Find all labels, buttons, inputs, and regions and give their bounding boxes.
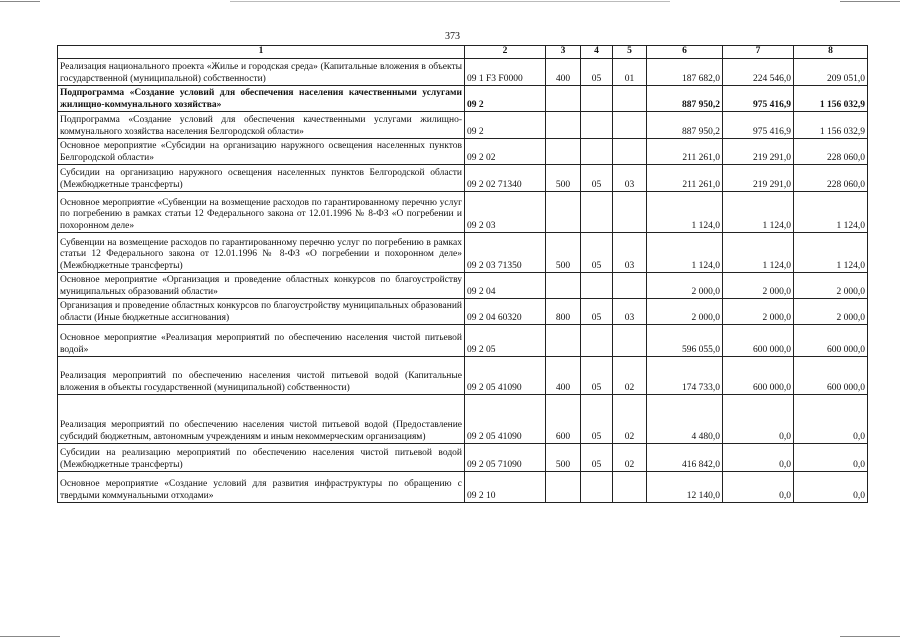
row-col5 xyxy=(613,139,647,165)
row-col4: 05 xyxy=(581,299,613,325)
row-col5 xyxy=(613,192,647,233)
row-name: Реализация мероприятий по обеспечению населения чистой питьевой водой (Капитальные вложения в объекты государственной (муниципальной) собственности) xyxy=(58,357,465,395)
row-col4: 05 xyxy=(581,395,613,444)
row-value-8: 0,0 xyxy=(794,444,868,472)
row-name: Реализация мероприятий по обеспечению населения чистой питьевой водой (Предоставление субсидий бюджетным, автономным учреждениям и иным некоммерческим организациям) xyxy=(58,395,465,444)
row-col4: 05 xyxy=(581,165,613,192)
row-value-7: 219 291,0 xyxy=(723,165,794,192)
row-name: Основное мероприятие «Создание условий для развития инфраструктуры по обращению с твердыми коммунальными отходами» xyxy=(58,472,465,503)
row-code: 09 2 03 71350 xyxy=(465,233,546,273)
header-row xyxy=(58,46,868,59)
row-value-8: 1 156 032,9 xyxy=(794,112,868,139)
row-code: 09 2 05 71090 xyxy=(465,444,546,472)
row-col5 xyxy=(613,472,647,503)
row-col3 xyxy=(546,86,581,112)
row-value-8: 600 000,0 xyxy=(794,357,868,395)
row-value-8: 600 000,0 xyxy=(794,325,868,357)
row-value-6: 2 000,0 xyxy=(647,273,723,299)
row-value-8: 0,0 xyxy=(794,472,868,503)
row-value-7: 224 546,0 xyxy=(723,59,794,86)
row-col3 xyxy=(546,139,581,165)
row-col3 xyxy=(546,325,581,357)
table-row xyxy=(58,192,868,233)
row-code: 09 2 04 xyxy=(465,273,546,299)
row-name: Основное мероприятие «Субвенции на возмещение расходов по гарантированному перечню услуг по погребению в рамках статьи 12 Федерального закона от 12.01.1996 № 8-ФЗ «О погребении и похоронном деле» xyxy=(58,192,465,233)
row-col5: 03 xyxy=(613,299,647,325)
row-value-8: 228 060,0 xyxy=(794,139,868,165)
scan-edge-top-right xyxy=(840,1,900,2)
row-col4 xyxy=(581,472,613,503)
table-row xyxy=(58,357,868,395)
table-row xyxy=(58,233,868,273)
row-name: Субсидии на реализацию мероприятий по обеспечению населения чистой питьевой водой (Межбюджетные трансферты) xyxy=(58,444,465,472)
row-col5 xyxy=(613,86,647,112)
row-value-6: 416 842,0 xyxy=(647,444,723,472)
row-code: 09 2 05 41090 xyxy=(465,357,546,395)
row-value-7: 975 416,9 xyxy=(723,112,794,139)
row-col5: 03 xyxy=(613,233,647,273)
row-code: 09 2 xyxy=(465,112,546,139)
row-code: 09 2 02 71340 xyxy=(465,165,546,192)
row-value-7: 0,0 xyxy=(723,472,794,503)
scan-edge-bottom-right xyxy=(840,636,900,637)
row-code: 09 2 xyxy=(465,86,546,112)
row-col3 xyxy=(546,192,581,233)
row-value-7: 2 000,0 xyxy=(723,299,794,325)
row-value-6: 596 055,0 xyxy=(647,325,723,357)
row-value-8: 1 124,0 xyxy=(794,233,868,273)
row-value-8: 228 060,0 xyxy=(794,165,868,192)
row-value-8: 2 000,0 xyxy=(794,273,868,299)
row-name: Субсидии на организацию наружного освещения населенных пунктов Белгородской области (Межбюджетные трансферты) xyxy=(58,165,465,192)
table-body xyxy=(58,46,868,503)
row-code: 09 2 05 xyxy=(465,325,546,357)
table-row xyxy=(58,472,868,503)
header-col-5: 5 xyxy=(613,46,647,59)
row-code: 09 2 04 60320 xyxy=(465,299,546,325)
row-col5: 03 xyxy=(613,165,647,192)
table-row xyxy=(58,299,868,325)
row-code: 09 2 05 41090 xyxy=(465,395,546,444)
row-col3: 500 xyxy=(546,233,581,273)
table-row xyxy=(58,59,868,86)
row-col4: 05 xyxy=(581,444,613,472)
row-value-7: 0,0 xyxy=(723,395,794,444)
header-col-1: 1 xyxy=(58,46,465,59)
row-value-6: 887 950,2 xyxy=(647,86,723,112)
row-col5: 02 xyxy=(613,357,647,395)
scan-edge-bottom-left xyxy=(0,636,60,637)
row-value-8: 2 000,0 xyxy=(794,299,868,325)
row-col3 xyxy=(546,472,581,503)
row-code: 09 2 02 xyxy=(465,139,546,165)
row-value-6: 187 682,0 xyxy=(647,59,723,86)
row-code: 09 2 10 xyxy=(465,472,546,503)
row-name: Подпрограмма «Создание условий для обеспечения качественными услугами жилищно-коммунального хозяйства населения Белгородской области» xyxy=(58,112,465,139)
row-col5 xyxy=(613,273,647,299)
table-row xyxy=(58,165,868,192)
row-name: Организация и проведение областных конкурсов по благоустройству муниципальных образований области (Иные бюджетные ассигнования) xyxy=(58,299,465,325)
row-col5: 01 xyxy=(613,59,647,86)
row-code: 09 1 F3 F0000 xyxy=(465,59,546,86)
table-row xyxy=(58,444,868,472)
row-col3: 500 xyxy=(546,165,581,192)
row-col3: 400 xyxy=(546,357,581,395)
table-row xyxy=(58,395,868,444)
row-name: Основное мероприятие «Реализация мероприятий по обеспечению населения чистой питьевой водой» xyxy=(58,325,465,357)
row-value-7: 1 124,0 xyxy=(723,192,794,233)
header-col-3: 3 xyxy=(546,46,581,59)
header-col-6: 6 xyxy=(647,46,723,59)
row-col3 xyxy=(546,273,581,299)
table-row xyxy=(58,139,868,165)
row-value-6: 211 261,0 xyxy=(647,165,723,192)
row-value-7: 600 000,0 xyxy=(723,357,794,395)
row-col4 xyxy=(581,139,613,165)
budget-table xyxy=(57,45,868,503)
row-col3: 400 xyxy=(546,59,581,86)
row-value-7: 975 416,9 xyxy=(723,86,794,112)
row-value-8: 1 156 032,9 xyxy=(794,86,868,112)
row-col4 xyxy=(581,86,613,112)
row-value-6: 174 733,0 xyxy=(647,357,723,395)
table-row xyxy=(58,325,868,357)
header-col-8: 8 xyxy=(794,46,868,59)
row-col4: 05 xyxy=(581,357,613,395)
row-col3: 600 xyxy=(546,395,581,444)
row-name: Субвенции на возмещение расходов по гарантированному перечню услуг по погребению в рамках статьи 12 Федерального закона от 12.01.1996 № 8-ФЗ «О погребении и похоронном деле» (Межбюджетные трансферты) xyxy=(58,233,465,273)
row-name: Основное мероприятие «Субсидии на организацию наружного освещения населенных пунктов Белгородской области» xyxy=(58,139,465,165)
row-col4: 05 xyxy=(581,233,613,273)
row-value-6: 1 124,0 xyxy=(647,233,723,273)
row-col3: 800 xyxy=(546,299,581,325)
row-name: Подпрограмма «Создание условий для обеспечения населения качественными услугами жилищно-коммунального хозяйства» xyxy=(58,86,465,112)
row-value-6: 12 140,0 xyxy=(647,472,723,503)
row-value-6: 2 000,0 xyxy=(647,299,723,325)
row-value-6: 1 124,0 xyxy=(647,192,723,233)
row-col4 xyxy=(581,112,613,139)
row-value-8: 1 124,0 xyxy=(794,192,868,233)
row-value-7: 2 000,0 xyxy=(723,273,794,299)
header-col-4: 4 xyxy=(581,46,613,59)
table-row xyxy=(58,112,868,139)
row-name: Реализация национального проекта «Жилье и городская среда» (Капитальные вложения в объекты государственной (муниципальной) собственности) xyxy=(58,59,465,86)
row-col3: 500 xyxy=(546,444,581,472)
row-code: 09 2 03 xyxy=(465,192,546,233)
page-number: 373 xyxy=(445,31,460,42)
header-col-2: 2 xyxy=(465,46,546,59)
table-row xyxy=(58,273,868,299)
row-col4: 05 xyxy=(581,59,613,86)
row-value-7: 0,0 xyxy=(723,444,794,472)
row-value-6: 211 261,0 xyxy=(647,139,723,165)
row-col4 xyxy=(581,273,613,299)
scan-edge-top-mid xyxy=(230,1,670,2)
header-col-7: 7 xyxy=(723,46,794,59)
row-col4 xyxy=(581,325,613,357)
row-col5: 02 xyxy=(613,444,647,472)
row-col4 xyxy=(581,192,613,233)
row-value-7: 1 124,0 xyxy=(723,233,794,273)
row-value-8: 209 051,0 xyxy=(794,59,868,86)
row-col5: 02 xyxy=(613,395,647,444)
row-col3 xyxy=(546,112,581,139)
table-row xyxy=(58,86,868,112)
row-value-6: 4 480,0 xyxy=(647,395,723,444)
row-value-7: 600 000,0 xyxy=(723,325,794,357)
row-col5 xyxy=(613,112,647,139)
row-value-6: 887 950,2 xyxy=(647,112,723,139)
row-value-7: 219 291,0 xyxy=(723,139,794,165)
row-value-8: 0,0 xyxy=(794,395,868,444)
scan-edge-top-left xyxy=(0,1,40,2)
row-col5 xyxy=(613,325,647,357)
row-name: Основное мероприятие «Организация и проведение областных конкурсов по благоустройству муниципальных образований области» xyxy=(58,273,465,299)
